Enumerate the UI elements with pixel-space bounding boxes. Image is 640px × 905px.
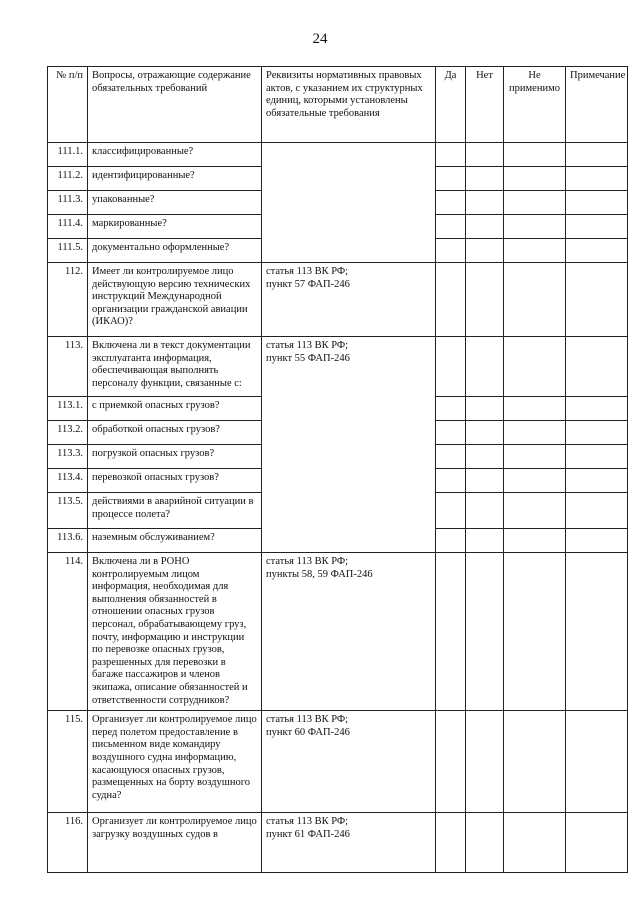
cell-yes [436,191,466,215]
cell-no [466,239,504,263]
row-number: 114. [48,553,88,711]
cell-yes [436,263,466,337]
cell-no [466,191,504,215]
header-question: Вопросы, отражающие содержание обязательных требований [88,67,262,143]
checklist-table [47,66,628,873]
row-number: 111.1. [48,143,88,167]
row-question: идентифицированные? [88,167,262,191]
cell-yes [436,421,466,445]
cell-no [466,421,504,445]
cell-no [466,337,504,397]
row-number: 112. [48,263,88,337]
table-row [48,337,628,397]
cell-not-applicable [504,711,566,813]
cell-no [466,263,504,337]
cell-no [466,397,504,421]
cell-note [566,239,628,263]
header-row [48,67,628,143]
header-yes: Да [436,67,466,143]
table-row [48,263,628,337]
table-row [48,813,628,873]
cell-note [566,191,628,215]
row-number: 115. [48,711,88,813]
cell-yes [436,553,466,711]
cell-yes [436,469,466,493]
row-number: 113.3. [48,445,88,469]
cell-note [566,143,628,167]
cell-no [466,143,504,167]
cell-not-applicable [504,813,566,873]
cell-yes [436,813,466,873]
cell-not-applicable [504,263,566,337]
row-question: маркированные? [88,215,262,239]
row-question: документально оформленные? [88,239,262,263]
header-note: Примечание [566,67,628,143]
row-requisites: статья 113 ВК РФ; пункты 58, 59 ФАП-246 [262,553,436,711]
cell-note [566,711,628,813]
row-number: 111.5. [48,239,88,263]
cell-note [566,167,628,191]
cell-not-applicable [504,191,566,215]
cell-yes [436,493,466,529]
cell-yes [436,143,466,167]
table-row [48,143,628,167]
row-number: 113.1. [48,397,88,421]
cell-yes [436,397,466,421]
row-requisites: статья 113 ВК РФ; пункт 57 ФАП-246 [262,263,436,337]
row-number: 113.2. [48,421,88,445]
row-question: перевозкой опасных грузов? [88,469,262,493]
row-requisites: статья 113 ВК РФ; пункт 55 ФАП-246 [262,337,436,553]
cell-no [466,493,504,529]
row-question: обработкой опасных грузов? [88,421,262,445]
cell-not-applicable [504,239,566,263]
row-question: Организует ли контролируемое лицо перед полетом предоставление в письменном виде командиру воздушного судна информацию, касающуюся опасных грузов, размещенных на борту воздушного судна? [88,711,262,813]
cell-not-applicable [504,215,566,239]
page-number: 24 [312,31,328,47]
table-row [48,553,628,711]
cell-yes [436,215,466,239]
cell-not-applicable [504,553,566,711]
header-not-applicable: Не применимо [504,67,566,143]
row-number: 113.5. [48,493,88,529]
cell-note [566,529,628,553]
cell-note [566,263,628,337]
cell-yes [436,337,466,397]
cell-note [566,553,628,711]
row-question: Включена ли в РОНО контролируемым лицом информация, необходимая для выполнения обязанностей в отношении опасных грузов персонал, обрабатывающему груз, почту, информацию и инструкции по перевозке опасных грузов, разрешенных для перевозки в багаже пассажиров и членов экипажа, описание обязанностей и ответственности сотрудников? [88,553,262,711]
header-num: № п/п [48,67,88,143]
row-question: наземным обслуживанием? [88,529,262,553]
header-requisites: Реквизиты нормативных правовых актов, с указанием их структурных единиц, которыми установлены обязательные требования [262,67,436,143]
cell-not-applicable [504,469,566,493]
cell-yes [436,711,466,813]
header-no: Нет [466,67,504,143]
cell-yes [436,167,466,191]
cell-note [566,215,628,239]
cell-note [566,813,628,873]
row-number: 113.4. [48,469,88,493]
row-number: 111.4. [48,215,88,239]
row-question: Организует ли контролируемое лицо загрузку воздушных судов в [88,813,262,873]
cell-not-applicable [504,143,566,167]
row-question: Имеет ли контролируемое лицо действующую версию технических инструкций Международной организации гражданской авиации (ИКАО)? [88,263,262,337]
row-requisites-empty [262,143,436,263]
cell-no [466,529,504,553]
row-question: действиями в аварийной ситуации в процессе полета? [88,493,262,529]
cell-yes [436,239,466,263]
cell-note [566,469,628,493]
cell-note [566,445,628,469]
row-number: 113.6. [48,529,88,553]
cell-no [466,167,504,191]
cell-no [466,711,504,813]
cell-not-applicable [504,529,566,553]
cell-note [566,493,628,529]
row-question: Включена ли в текст документации эксплуатанта информация, обеспечивающая выполнять персоналу функции, связанные с: [88,337,262,397]
cell-yes [436,529,466,553]
cell-no [466,813,504,873]
table-row [48,711,628,813]
row-question: упакованные? [88,191,262,215]
cell-no [466,215,504,239]
cell-note [566,421,628,445]
cell-note [566,337,628,397]
cell-no [466,445,504,469]
row-number: 111.2. [48,167,88,191]
row-number: 116. [48,813,88,873]
cell-not-applicable [504,397,566,421]
row-question: погрузкой опасных грузов? [88,445,262,469]
cell-no [466,469,504,493]
row-question: классифицированные? [88,143,262,167]
row-question: с приемкой опасных грузов? [88,397,262,421]
row-requisites: статья 113 ВК РФ; пункт 61 ФАП-246 [262,813,436,873]
cell-not-applicable [504,421,566,445]
cell-yes [436,445,466,469]
row-number: 111.3. [48,191,88,215]
cell-note [566,397,628,421]
cell-not-applicable [504,337,566,397]
cell-no [466,553,504,711]
row-number: 113. [48,337,88,397]
cell-not-applicable [504,167,566,191]
cell-not-applicable [504,445,566,469]
cell-not-applicable [504,493,566,529]
row-requisites: статья 113 ВК РФ; пункт 60 ФАП-246 [262,711,436,813]
